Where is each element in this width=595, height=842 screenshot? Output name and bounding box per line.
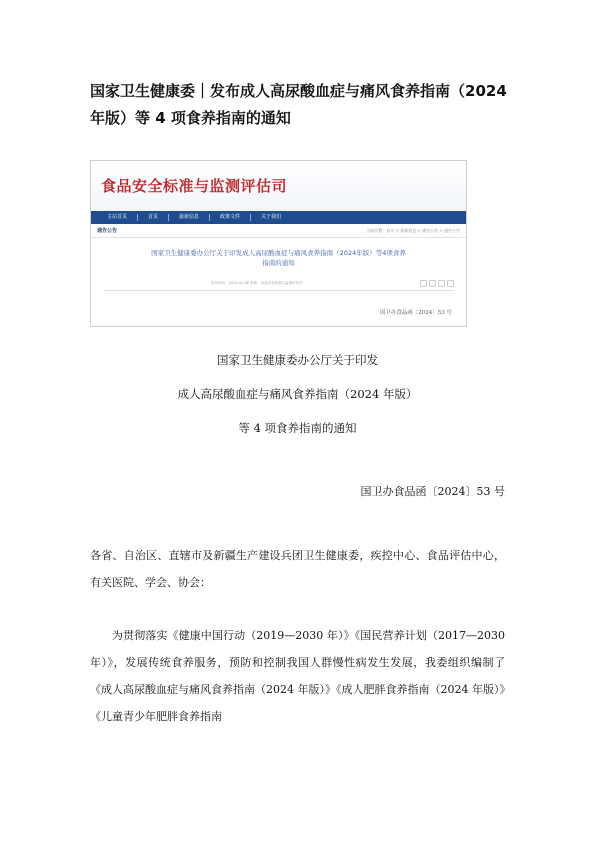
share-icon (438, 280, 445, 287)
screenshot-nav-item: 首页 (138, 214, 169, 221)
share-icon (429, 280, 436, 287)
addressee: 各省、自治区、直辖市及新疆生产建设兵团卫生健康委，疾控中心、食品评估中心，有关医院、学会、协会： (90, 549, 505, 589)
share-icon (420, 280, 427, 287)
document-number: 国卫办食品函〔2024〕53 号 (360, 485, 505, 498)
share-icon (447, 280, 454, 287)
screenshot-crumb-row (91, 224, 466, 238)
heading-line-1: 国家卫生健康委办公厅关于印发 (217, 353, 378, 367)
heading-line-3: 等 4 项食养指南的通知 (238, 421, 357, 435)
screenshot-meta-row (211, 280, 454, 287)
screenshot-banner (91, 161, 466, 211)
share-icons (420, 280, 454, 287)
screenshot-breadcrumb: 当前位置：首页 > 最新信息 > 通告公告 > 通告公告 (366, 227, 460, 233)
screenshot-article-title: 国家卫生健康委办公厅关于印发成人高尿酸血症与痛风食养指南（2024年版）等4项食养指南的通知 (151, 249, 406, 267)
screenshot-nav-item: 关于我们 (261, 214, 282, 220)
screenshot-nav-item: 政策文件 (210, 214, 251, 221)
screenshot-divider (103, 290, 454, 291)
screenshot-nav-item: 主站首页 (97, 214, 138, 221)
page-title: 国家卫生健康委｜发布成人高尿酸血症与痛风食养指南（2024 年版）等 4 项食养指南的通知 (90, 82, 507, 127)
screenshot-nav-bar (91, 211, 466, 224)
screenshot-section-label: 通告公告 (97, 228, 118, 234)
body-paragraph: 为贯彻落实《健康中国行动（2019—2030 年）》《国民营养计划（2017—2030 年）》，发展传统食养服务，预防和控制我国人群慢性病发生发展，我委组织编制了《成人高尿酸血症与痛风食养指南（2024 年版）》《成人肥胖食养指南（2024 年版）》《儿童青少年肥胖食养指南 (90, 629, 505, 723)
screenshot-banner-title: 食品安全标准与监测评估司 (101, 177, 288, 195)
heading-line-2: 成人高尿酸血症与痛风食养指南（2024 年版） (177, 387, 418, 401)
screenshot-doc-number: 国卫办食品函〔2024〕53 号 (379, 310, 452, 316)
screenshot-meta: 发布时间：2024-02-08 来源：食品安全标准与监测评估司 (211, 281, 303, 285)
screenshot-nav-item: 最新信息 (169, 214, 210, 221)
embedded-screenshot (90, 160, 467, 327)
